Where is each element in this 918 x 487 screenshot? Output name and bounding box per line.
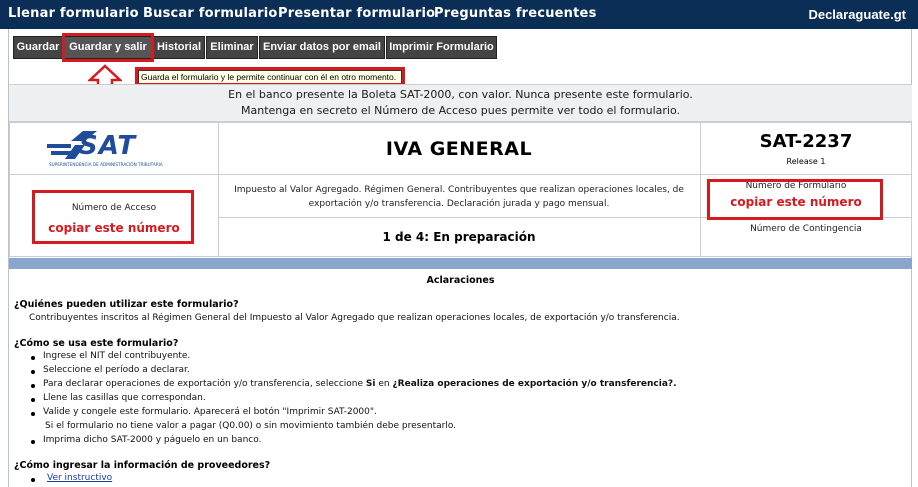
step-5: Valide y congele este formulario. Aparecerá el botón "Imprimir SAT-2000".: [43, 407, 377, 417]
nav-preguntas-frecuentes[interactable]: Preguntas frecuentes: [434, 6, 597, 21]
nav-buscar-formulario[interactable]: Buscar formulario: [143, 6, 278, 21]
tooltip: Guarda el formulario y le permite continuar con él en otro momento.: [138, 70, 402, 84]
answer-who: Contribuyentes inscritos al Régimen General del Impuesto al Valor Agregado que realizan operaciones locales, de exportación y/o transferencia.: [29, 313, 680, 323]
step-1: Ingrese el NIT del contribuyente.: [43, 351, 191, 361]
bullet: [31, 440, 35, 444]
highlight-access-number: [32, 190, 194, 244]
notice-line-2: Mantenga en secreto el Número de Acceso pues permite ver todo el formulario.: [240, 104, 681, 117]
release-label: Release 1: [786, 157, 826, 166]
step-4: Llene las casillas que correspondan.: [43, 393, 206, 403]
question-who: ¿Quiénes pueden utilizar este formulario?: [14, 299, 239, 310]
access-number-note: copiar este número: [48, 221, 180, 235]
history-button[interactable]: Historial: [153, 36, 205, 59]
highlight-form-number: [707, 179, 883, 220]
bullet: [31, 398, 35, 402]
step-6: Imprima dicho SAT-2000 y páguelo en un banco.: [43, 435, 262, 445]
form-code: SAT-2237: [759, 131, 853, 152]
email-data-button[interactable]: Enviar datos por email: [259, 36, 385, 59]
section-divider: [9, 258, 912, 269]
form-number-note: copiar este número: [730, 195, 862, 209]
notice-banner: [9, 84, 912, 122]
form-description: Impuesto al Valor Agregado. Régimen General. Contribuyentes que realizan operaciones locales, de exportación y/o transferencia. Declaración jurada y pago mensual.: [234, 185, 684, 209]
bullet: [31, 384, 35, 388]
top-nav: [0, 0, 918, 29]
highlight-save-and-exit: [62, 33, 154, 62]
form-status: 1 de 4: En preparación: [382, 230, 536, 244]
step-3-en: en: [375, 379, 393, 389]
contingency-number-label: Número de Contingencia: [750, 224, 862, 234]
notice-line-1: En el banco presente la Boleta SAT-2000, con valor. Nunca presente este formulario.: [228, 88, 693, 101]
bullet: [31, 370, 35, 374]
step-3: [43, 379, 677, 389]
contingency-cell: [700, 217, 912, 257]
delete-button[interactable]: Eliminar: [206, 36, 258, 59]
clarifications-heading: Aclaraciones: [426, 275, 495, 286]
form-title: IVA GENERAL: [385, 138, 533, 160]
step-3-question: ¿Realiza operaciones de exportación y/o transferencia?.: [392, 379, 677, 389]
question-how: ¿Cómo se usa este formulario?: [14, 338, 179, 349]
print-form-button[interactable]: Imprimir Formulario: [386, 36, 497, 59]
step-5-note: Si el formulario no tiene valor a pagar (Q0.00) o sin movimiento también debe presentarlo.: [45, 421, 457, 431]
instructions-link[interactable]: Ver instructivo: [47, 473, 113, 483]
bullet: [31, 478, 35, 482]
brand-logo[interactable]: Declaraguate.gt: [808, 7, 906, 22]
sat-logo-subtitle: SUPERINTENDENCIA DE ADMINISTRACIÓN TRIBUTARIA: [49, 162, 163, 167]
sat-logo: [45, 127, 185, 171]
question-suppliers: ¿Cómo ingresar la información de proveedores?: [14, 460, 271, 471]
step-3-text: Para declarar operaciones de exportación y/o transferencia, seleccione: [43, 379, 366, 389]
save-button[interactable]: Guardar: [13, 36, 63, 59]
bullet: [31, 412, 35, 416]
step-3-si: Si: [365, 379, 376, 389]
sat-logo-text: SAT: [79, 131, 137, 161]
form-number-label: Número de Formulario: [745, 181, 847, 191]
nav-llenar-formulario[interactable]: Llenar formulario: [8, 6, 139, 21]
access-number-label: Número de Acceso: [71, 203, 157, 213]
step-2: Seleccione el período a declarar.: [43, 365, 190, 375]
nav-presentar-formulario[interactable]: Presentar formulario: [278, 6, 436, 21]
save-and-exit-button[interactable]: Guardar y salir: [64, 36, 152, 59]
bullet: [31, 356, 35, 360]
